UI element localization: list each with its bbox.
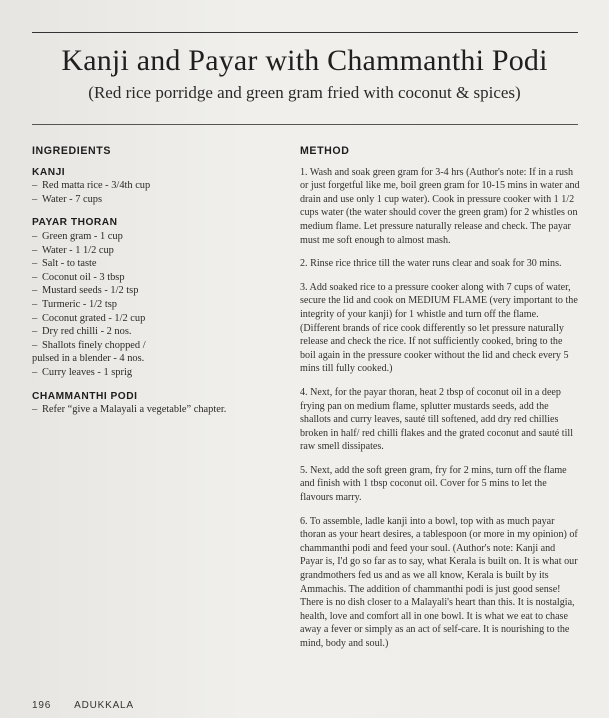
- method-step: 5. Next, add the soft green gram, fry for 2 mins, turn off the flame and finish with 1 tbsp coconut oil. Cover for 5 mins to let the flavours marry.: [300, 464, 567, 504]
- ingredient-item: – Water - 1 1/2 cup: [32, 244, 114, 256]
- ingredient-item: – Turmeric - 1/2 tsp: [32, 298, 117, 310]
- method-step: 1. Wash and soak green gram for 3-4 hrs (Author's note: If in a rush or just forgetful like me, boil green gram for 10-15 mins in water and drain and use only 1 cup water). Cook in pressure cooker with 1 1/2 cups water (the water should cover the green gram) for 2 whistles on medium flame. Let pressure naturally release and check. The payar must me soft enough to almost mash.: [300, 166, 580, 246]
- ingredient-item-continued: pulsed in a blender - 4 nos.: [32, 353, 145, 365]
- kanji-heading: KANJI: [32, 166, 66, 178]
- kanji-list: [32, 179, 272, 206]
- method-column: [300, 145, 580, 661]
- method-step: 6. To assemble, ladle kanji into a bowl, top with as much payar thoran as your heart desires, a tablespoon (or more in my opinion) of chammanthi podi and feed your soul. (Author's note: Kanji and Payar is, I'd go so far as to say, what Kerala is built on. It is what our grandmothers fed us and as we all know, Kerala is built by its Ammachis. The addition of chammanthi podi is just good sense! There is no dish closer to a Malayali's heart than this. It is nostalgia, health, love and comfort all in one bowl. It is what we eat to chase away a fever or simply as an act of self-care. It is nourishing to the mind, body and soul.): [300, 515, 578, 649]
- ingredient-item: – Dry red chilli - 2 nos.: [32, 326, 132, 338]
- ingredient-item: – Green gram - 1 cup: [32, 230, 123, 242]
- title-rule: [32, 124, 578, 125]
- chammanthi-list: [32, 403, 272, 417]
- chammanthi-section: [32, 390, 272, 417]
- page-number: 196: [32, 700, 52, 711]
- method-heading: METHOD: [300, 145, 350, 157]
- ingredient-item: – Curry leaves - 1 sprig: [32, 366, 133, 378]
- method-step: 2. Rinse rice thrice till the water runs clear and soak for 30 mins.: [300, 258, 562, 270]
- ingredients-heading: INGREDIENTS: [32, 145, 111, 157]
- ingredient-item: – Salt - to taste: [32, 258, 97, 270]
- payar-heading: PAYAR THORAN: [32, 217, 118, 229]
- ingredient-item: – Red matta rice - 3/4th cup: [32, 180, 151, 192]
- ingredient-item: – Water - 7 cups: [32, 193, 103, 205]
- book-title: ADUKKALA: [74, 700, 134, 711]
- payar-section: [32, 216, 272, 379]
- ingredient-item: – Mustard seeds - 1/2 tsp: [32, 285, 139, 297]
- method-step: 4. Next, for the payar thoran, heat 2 tbsp of coconut oil in a deep frying pan on medium flame, splutter mustards seeds, add the shallots and curry leaves, sauté till softened, add dry red chillies broken in half/ red chilli flakes and the grated coconut and sauté till raw smell dissipates.: [300, 386, 573, 453]
- payar-list: [32, 230, 272, 380]
- ingredient-item: – Shallots finely chopped /: [32, 339, 146, 351]
- page-footer: [32, 700, 134, 711]
- top-rule: [32, 32, 578, 33]
- recipe-subtitle: (Red rice porridge and green gram fried with coconut & spices): [88, 83, 521, 102]
- ingredient-item: – Coconut oil - 3 tbsp: [32, 271, 125, 283]
- kanji-section: [32, 166, 272, 207]
- recipe-title: Kanji and Payar with Chammanthi Podi: [61, 44, 548, 77]
- ingredients-column: [32, 145, 272, 427]
- chammanthi-heading: CHAMMANTHI PODI: [32, 390, 138, 402]
- ingredient-item: – Refer “give a Malayali a vegetable” chapter.: [32, 404, 227, 416]
- ingredient-item: – Coconut grated - 1/2 cup: [32, 312, 146, 324]
- method-step: 3. Add soaked rice to a pressure cooker along with 7 cups of water, secure the lid and cook on MEDIUM FLAME (very important to the integrity of your kanji) for 1 whistle and turn off the flame. (Different brands of rice cook differently so let pressure naturally release and check the rice. If not sufficiently cooked, bring to the boil again in the pressure cooker without the lid and check every 5 mins till fully cooked.): [300, 281, 578, 375]
